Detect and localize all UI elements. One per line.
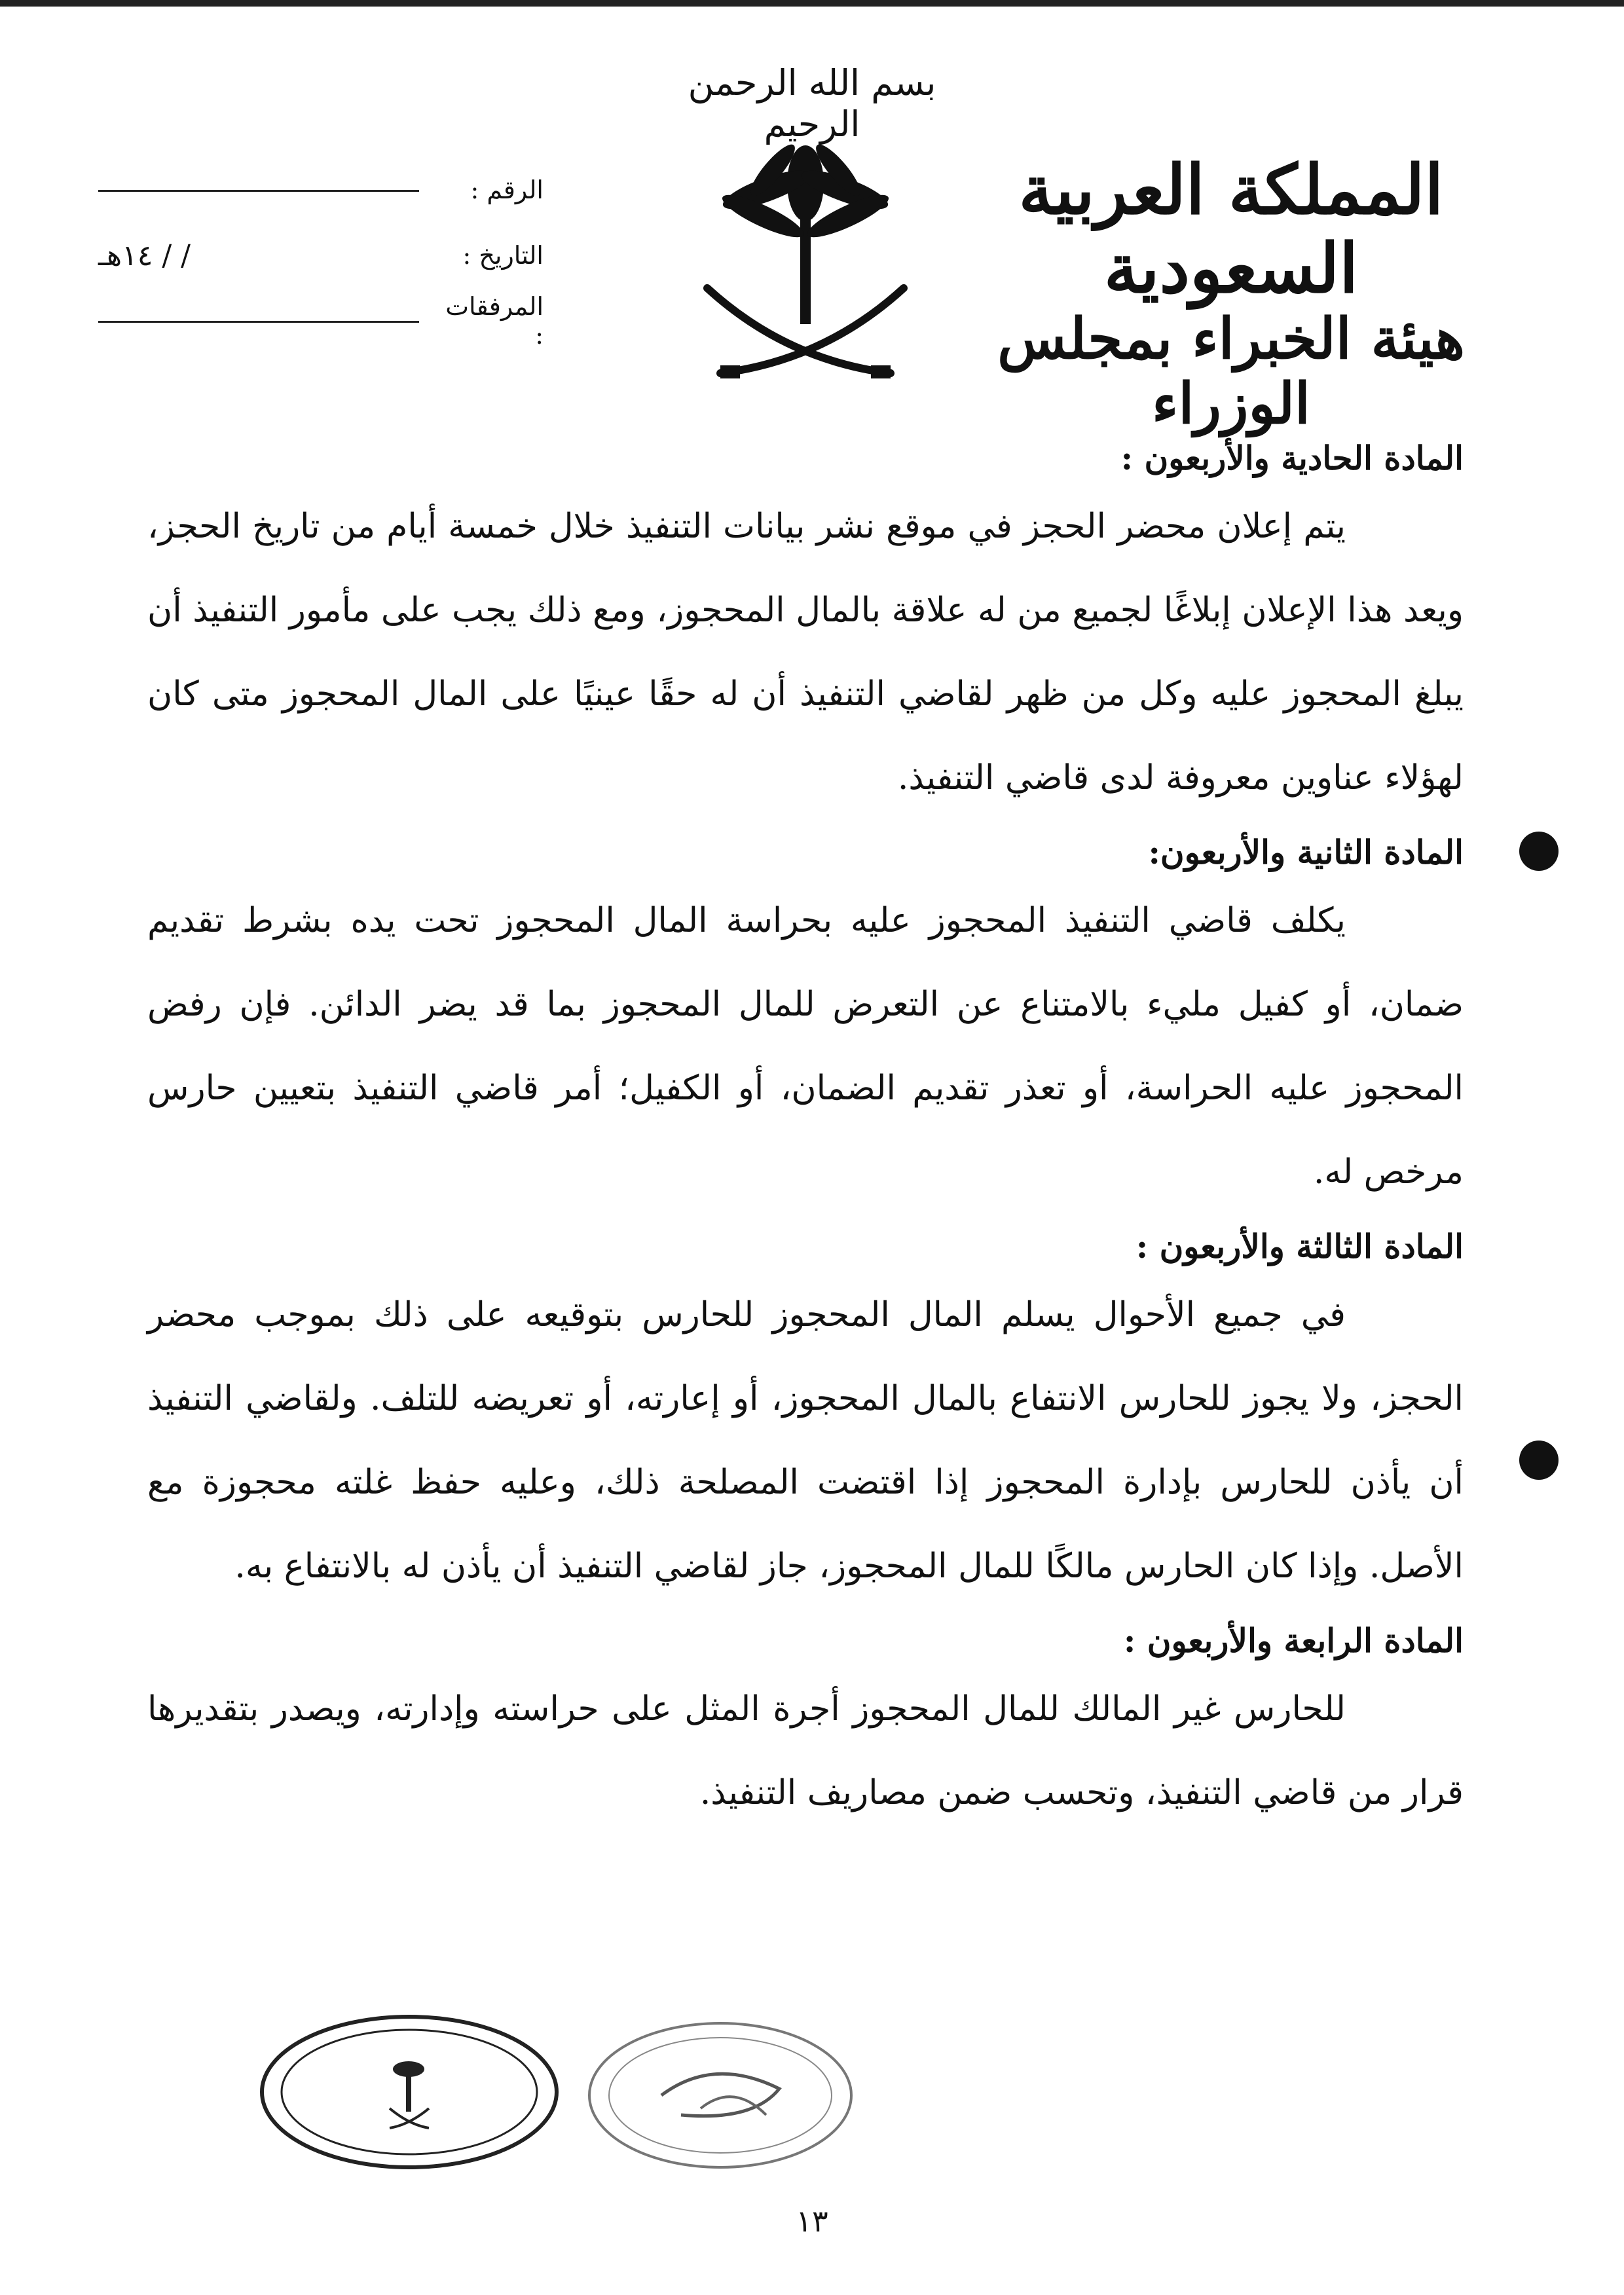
palm-swords-emblem-icon: [694, 144, 917, 393]
article-44-text: للحارس غير المالك للمال المحجوز أجرة المثل على حراسته وإدارته، ويصدر بتقديرها قرار من قاضي التنفيذ، وتحسب ضمن مصاريف التنفيذ.: [147, 1689, 1464, 1812]
article-42-heading: المادة الثانية والأربعون:: [1148, 833, 1464, 872]
reference-block: [98, 157, 544, 354]
reference-row: [98, 157, 544, 223]
basmala: بسم الله الرحمن الرحيم: [688, 62, 936, 145]
document-body: [147, 432, 1464, 1835]
secretariat-stamp-icon: [583, 2017, 858, 2174]
date-row: [98, 223, 544, 288]
attachments-row: [98, 288, 544, 354]
kingdom-name: المملكة العربية السعودية: [1018, 149, 1444, 308]
article-44-heading: المادة الرابعة والأربعون :: [1123, 1621, 1464, 1660]
article-43-heading: المادة الثالثة والأربعون :: [1135, 1227, 1464, 1266]
page-number: ١٣: [796, 2203, 828, 2239]
reference-label: الرقم :: [470, 175, 544, 204]
reference-line: [98, 189, 419, 192]
article-43-text: في جميع الأحوال يسلم المال المحجوز للحارس بتوقيعه على ذلك بموجب محضر الحجز، ولا يجوز للحارس الانتفاع بالمال المحجوز، أو إعارته، أو تعريضه للتلف. ولقاضي التنفيذ أن يأذن للحارس بإدارة المحجوز إذا اقتضت المصلحة ذلك، وعليه حفظ غلته محجوزة مع الأصل. وإذا كان الحارس مالكًا للمال المحجوز، جاز لقاضي التنفيذ أن يأذن له بالانتفاع به.: [147, 1295, 1464, 1586]
punch-hole-icon: [1519, 832, 1559, 871]
article-41-heading: المادة الحادية والأربعون :: [1120, 439, 1464, 477]
authority-name: هيئة الخبراء بمجلس الوزراء: [997, 306, 1465, 437]
official-seal-stamp-icon: [255, 2010, 563, 2174]
article-42-text: يكلف قاضي التنفيذ المحجوز عليه بحراسة المال المحجوز تحت يده بشرط تقديم ضمان، أو كفيل مليء بالامتناع عن التعرض للمال المحجوز بما قد يضر الدائن. فإن رفض المحجوز عليه الحراسة، أو تعذر تقديم الضمان، أو الكفيل؛ أمر قاضي التنفيذ بتعيين حارس مرخص له.: [147, 901, 1464, 1192]
letterhead-title: [963, 151, 1500, 437]
punch-hole-icon: [1519, 1441, 1559, 1480]
top-border-line: [0, 0, 1624, 7]
attachments-line: [98, 320, 419, 323]
article-41-text: يتم إعلان محضر الحجز في موقع نشر بيانات التنفيذ خلال خمسة أيام من تاريخ الحجز، ويعد هذا الإعلان إبلاغًا لجميع من له علاقة بالمال المحجوز، ومع ذلك يجب على مأمور التنفيذ أن يبلغ المحجوز عليه وكل من ظهر لقاضي التنفيذ أن له حقًا عينيًا على المال المحجوز متى كان لهؤلاء عناوين معروفة لدى قاضي التنفيذ.: [147, 507, 1464, 798]
attachments-label: المرفقات :: [445, 292, 544, 350]
date-value: / / ١٤هـ: [98, 238, 191, 272]
date-label: التاريخ :: [462, 241, 544, 270]
